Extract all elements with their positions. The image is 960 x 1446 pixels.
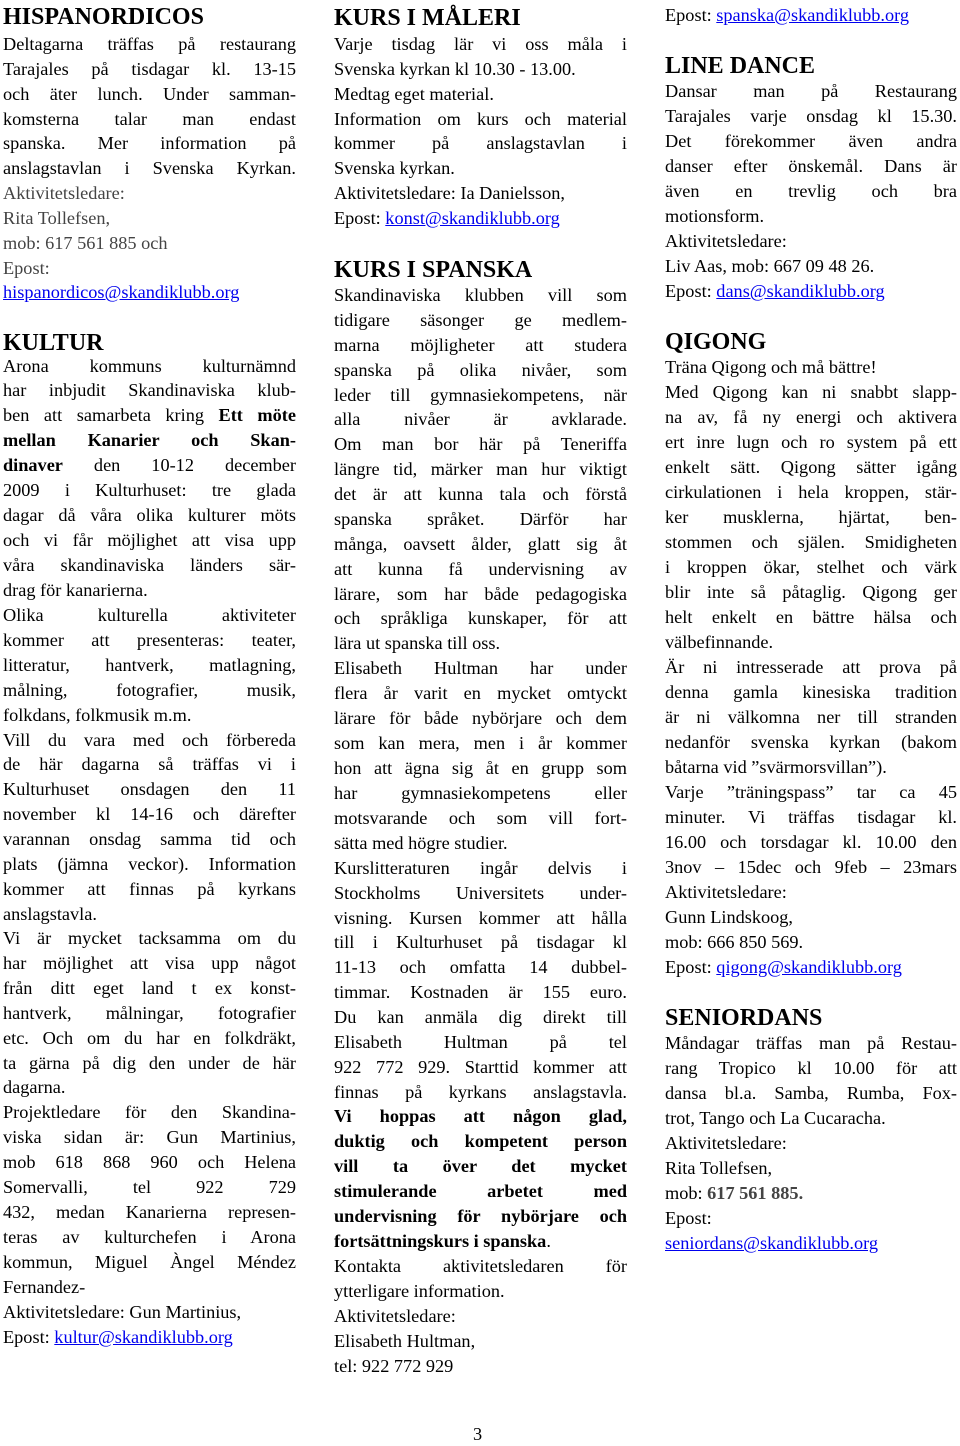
text-line: Tarajales varje onsdag kl 15.30. <box>665 106 957 126</box>
text-line: Vi hoppas att någon glad, <box>334 1106 627 1126</box>
text-line: komsterna talar man endast <box>3 109 296 129</box>
text-line: litteratur, hantverk, matlagning, <box>3 655 296 675</box>
text-run: ben att samarbeta kring <box>3 405 219 425</box>
text-line: plats (jämna veckor). Information <box>3 854 296 874</box>
text-line: Deltagarna träffas på restaurang <box>3 34 296 54</box>
text-line: välbefinnande. <box>665 632 774 652</box>
text-line: Dansar man på Restaurang <box>665 81 957 101</box>
text-line: från ditt eget land t ex konst- <box>3 978 296 998</box>
text-line: motionsform. <box>665 206 765 226</box>
text-line: spanska på olika nivåer, som <box>334 360 627 380</box>
text-line: ker musklerna, hjärtat, ben- <box>665 507 957 527</box>
text-line: anslagstavlan i Svenska Kyrkan. <box>3 158 296 178</box>
text-line: 432, medan Kanarierna represen- <box>3 1202 296 1222</box>
text-line: Aktivitetsledare: <box>334 1306 456 1326</box>
text-line: ytterligare information. <box>334 1281 505 1301</box>
text-line: ert inre lugn och ro system på ett <box>665 432 957 452</box>
text-line: har inbjudit Skandinaviska klub- <box>3 380 296 400</box>
email-link[interactable]: seniordans@skandiklubb.org <box>665 1233 879 1253</box>
text-line: har gymnasiekompetens eller <box>334 783 627 803</box>
section-heading: KURS I SPANSKA <box>334 257 533 283</box>
text-line: lära ut spanska till oss. <box>334 633 501 653</box>
text-line: Projektledare för den Skandina- <box>3 1102 296 1122</box>
text-line: hon att ägna sig åt en grupp som <box>334 758 627 778</box>
text-run: den 10-12 december <box>62 455 296 475</box>
text-line: Svenska kyrkan. <box>334 158 455 178</box>
email-link[interactable]: qigong@skandiklubb.org <box>716 957 902 977</box>
section-heading: SENIORDANS <box>665 1005 823 1031</box>
text-line: är ni välkomna ner till stranden <box>665 707 957 727</box>
text-line: marna möjligheter att studera <box>334 335 627 355</box>
text-line: som kan mera, men i år kommer <box>334 733 627 753</box>
text-line: och äter lunch. Under samman- <box>3 84 296 104</box>
text-line: nedanför svenska kyrkan (bakom <box>665 732 957 752</box>
text-line: spanska språket. Därför har <box>334 509 627 529</box>
text-line: drag för kanarierna. <box>3 580 148 600</box>
text-line: kommer på anslagstavlan i <box>334 133 627 153</box>
text-line: Du kan anmäla dig direkt till <box>334 1007 627 1027</box>
text-line: Fernandez- <box>3 1277 86 1297</box>
text-run-bold: Ett möte <box>218 405 296 425</box>
text-line: sätta med högre studier. <box>334 833 508 853</box>
text-line: lärare, som har både pedagogiska <box>334 584 627 604</box>
text-line: Varje tisdag lär vi oss måla i <box>334 34 627 54</box>
text-line: tel: 922 772 929 <box>334 1356 454 1376</box>
text-line: Kurslitteraturen ingår delvis i <box>334 858 627 878</box>
email-link[interactable]: konst@skandiklubb.org <box>385 208 560 228</box>
text-line: vill ta över det mycket <box>334 1156 627 1176</box>
text-line: och språkliga kunskaper, för att <box>334 608 627 628</box>
section-heading: HISPANORDICOS <box>3 4 204 30</box>
text-line: Arona kommuns kulturnämnd <box>3 356 296 376</box>
text-line: finnas på kyrkans anslagstavla. <box>334 1082 627 1102</box>
text-line: 3nov – 15dec och 9feb – 23mars <box>665 857 957 877</box>
text-line: etc. Och om du har en folkdräkt, <box>3 1028 296 1048</box>
text-line: anslagstavla. <box>3 904 97 924</box>
email-label: Epost: <box>665 281 717 301</box>
text-line: dagar då våra olika kulturer möts <box>3 505 296 525</box>
email-label: Epost: <box>334 208 386 228</box>
text-line: helt enkelt en bättre hälsa och <box>665 607 957 627</box>
text-line: alla nivåer är avklarade. <box>334 409 627 429</box>
text-line: denna gamla kinesiska tradition <box>665 682 957 702</box>
text-line: har möjlighet att visa upp något <box>3 953 296 973</box>
text-line: till i Kulturhuset på tisdagar kl <box>334 932 627 952</box>
text-line: våra skandinaviska länders sär- <box>3 555 296 575</box>
text-line: kommer att presenteras: teater, <box>3 630 296 650</box>
section-heading: KURS I MÅLERI <box>334 5 521 31</box>
text-line <box>3 453 296 477</box>
text-line: Aktivitetsledare: Gun Martinius, <box>3 1302 242 1322</box>
text-line: undervisning för nybörjare och <box>334 1206 627 1226</box>
text-line <box>665 955 957 979</box>
text-line: Är ni intresserade att prova på <box>665 657 957 677</box>
text-line: Olika kulturella aktiviteter <box>3 605 296 625</box>
text-line: cirkulationen i hela kroppen, stär- <box>665 482 957 502</box>
email-link[interactable]: dans@skandiklubb.org <box>716 281 885 301</box>
text-line: målning, fotografier, musik, <box>3 680 296 700</box>
email-link[interactable]: kultur@skandiklubb.org <box>54 1327 233 1347</box>
text-line: Träna Qigong och må bättre! <box>665 357 877 377</box>
text-line: Kontakta aktivitetsledaren för <box>334 1256 627 1276</box>
text-line: blir inte så påtaglig. Qigong ger <box>665 582 957 602</box>
text-line: många, oavsett ålder, glatt sig åt <box>334 534 627 554</box>
email-label: Epost: <box>665 5 717 25</box>
text-line: motsvarande och som vill fort- <box>334 808 627 828</box>
text-run-bold: 617 561 885. <box>707 1183 804 1203</box>
text-line: folkdans, folkmusik m.m. <box>3 705 192 725</box>
text-run-bold: dinaver <box>3 455 63 475</box>
text-line: danser efter önskemål. Dans är <box>665 156 957 176</box>
section-heading: KULTUR <box>3 330 104 356</box>
text-line: ta gärna på dig den under de här <box>3 1053 296 1073</box>
text-line: teras av kulturchefen i Arona <box>3 1227 296 1247</box>
text-line: Kulturhuset onsdagen den 11 <box>3 779 296 799</box>
text-line: mob: 666 850 569. <box>665 932 804 952</box>
text-line: mob 618 868 960 och Helena <box>3 1152 296 1172</box>
text-line: båtarna vid ”svärmorsvillan”). <box>665 757 887 777</box>
text-line: 2009 i Kulturhuset: tre glada <box>3 480 296 500</box>
text-line: 922 772 929. Starttid kommer att <box>334 1057 627 1077</box>
text-line: Varje ”träningspass” tar ca 45 <box>665 782 957 802</box>
text-line: Det förekommer även andra <box>665 131 957 151</box>
text-line: mob: 617 561 885 och <box>3 233 168 253</box>
text-line: längre tid, märker man hur viktigt <box>334 459 627 479</box>
text-line: mellan Kanarier och Skan- <box>3 430 296 450</box>
text-line: Elisabeth Hultman har under <box>334 658 627 678</box>
text-line: kommun, Miguel Àngel Méndez <box>3 1252 296 1272</box>
text-run-bold: fortsättningskurs i spanska <box>334 1231 547 1251</box>
email-label: Epost: <box>665 957 717 977</box>
text-line: stommen och själen. Smidigheten <box>665 532 957 552</box>
text-line: Om man bor här på Teneriffa <box>334 434 627 454</box>
text-line: kommer att finnas på kyrkans <box>3 879 296 899</box>
text-line: även en trevlig och bra <box>665 181 957 201</box>
text-line: tidigare säsonger ge medlem- <box>334 310 627 330</box>
text-line: Skandinaviska klubben vill som <box>334 285 627 305</box>
text-line <box>3 1325 296 1349</box>
text-line: Svenska kyrkan kl 10.30 - 13.00. <box>334 59 576 79</box>
text-line: Aktivitetsledare: <box>3 183 125 203</box>
text-line: Elisabeth Hultman, <box>334 1331 476 1351</box>
text-line: Elisabeth Hultman på tel <box>334 1032 627 1052</box>
text-line <box>665 3 957 27</box>
text-line: och vi får möjlighet att visa upp <box>3 530 296 550</box>
text-line: flera år varit en mycket omtyckt <box>334 683 627 703</box>
text-line: Aktivitetsledare: Ia Danielsson, <box>334 183 565 203</box>
text-run: mob: <box>665 1183 708 1203</box>
text-line: dansa bl.a. Samba, Rumba, Fox- <box>665 1083 957 1103</box>
text-line: det är att kunna tala och förstå <box>334 484 627 504</box>
text-line: Epost: <box>3 258 50 278</box>
text-line: leder till gymnasiekompetens, när <box>334 385 627 405</box>
text-line: Rita Tollefsen, <box>665 1158 773 1178</box>
text-line: Medtag eget material. <box>334 84 494 104</box>
text-line: de här dagarna så träffas vi i <box>3 754 296 774</box>
text-line: Vi är mycket tacksamma om du <box>3 928 296 948</box>
text-line: minuter. Vi träffas tisdagar kl. <box>665 807 957 827</box>
text-line <box>665 279 957 303</box>
text-line: Tarajales på tisdagar kl. 13-15 <box>3 59 296 79</box>
section-heading: QIGONG <box>665 329 767 355</box>
text-line: visning. Kursen kommer att hålla <box>334 908 627 928</box>
text-line: november kl 14-16 och därefter <box>3 804 296 824</box>
text-line: viska sidan är: Gun Martinius, <box>3 1127 296 1147</box>
text-line: Information om kurs och material <box>334 109 627 129</box>
text-line: Liv Aas, mob: 667 09 48 26. <box>665 256 875 276</box>
text-line: Aktivitetsledare: <box>665 1133 787 1153</box>
text-line: Gunn Lindskoog, <box>665 907 793 927</box>
text-line: hantverk, målningar, fotografier <box>3 1003 296 1023</box>
email-label: Epost: <box>3 1327 55 1347</box>
text-line: dagarna. <box>3 1077 66 1097</box>
text-line: duktig och kompetent person <box>334 1131 627 1151</box>
text-line: Aktivitetsledare: <box>665 231 787 251</box>
text-line: Stockholms Universitets under- <box>334 883 627 903</box>
text-line <box>665 1181 957 1205</box>
text-line: trot, Tango och La Cucaracha. <box>665 1108 886 1128</box>
text-line: i kroppen ökar, stelhet och värk <box>665 557 957 577</box>
text-run: . <box>546 1231 551 1251</box>
text-line: Rita Tollefsen, <box>3 208 111 228</box>
text-line: timmar. Kostnaden är 155 euro. <box>334 982 627 1002</box>
email-link[interactable]: hispanordicos@skandiklubb.org <box>3 282 240 302</box>
text-line: Vill du vara med och förbereda <box>3 730 296 750</box>
text-line: stimulerande arbetet med <box>334 1181 627 1201</box>
text-line: varannan onsdag samma tid och <box>3 829 296 849</box>
text-line: Epost: <box>665 1208 712 1228</box>
text-line: enkelt sätt. Qigong sätter igång <box>665 457 957 477</box>
text-line: Aktivitetsledare: <box>665 882 787 902</box>
text-line: Med Qigong kan ni snabbt slapp- <box>665 382 957 402</box>
text-line: spanska. Mer information på <box>3 133 296 153</box>
email-link[interactable]: spanska@skandiklubb.org <box>716 5 909 25</box>
text-line <box>334 1229 627 1253</box>
text-line: Somervalli, tel 922 729 <box>3 1177 296 1197</box>
text-line: 11-13 och omfatta 14 dubbel- <box>334 957 627 977</box>
text-line <box>334 206 627 230</box>
text-line: na av, få ny energi och aktivera <box>665 407 957 427</box>
text-line: att kunna få undervisning av <box>334 559 627 579</box>
page-number: 3 <box>473 1424 483 1444</box>
text-line: Måndagar träffas man på Restau- <box>665 1033 957 1053</box>
text-line: rang Tropico kl 10.00 för att <box>665 1058 957 1078</box>
text-line: 16.00 och torsdagar kl. 10.00 den <box>665 832 957 852</box>
text-line: lärare för både nybörjare och dem <box>334 708 627 728</box>
section-heading: LINE DANCE <box>665 53 816 79</box>
text-line <box>3 403 296 427</box>
